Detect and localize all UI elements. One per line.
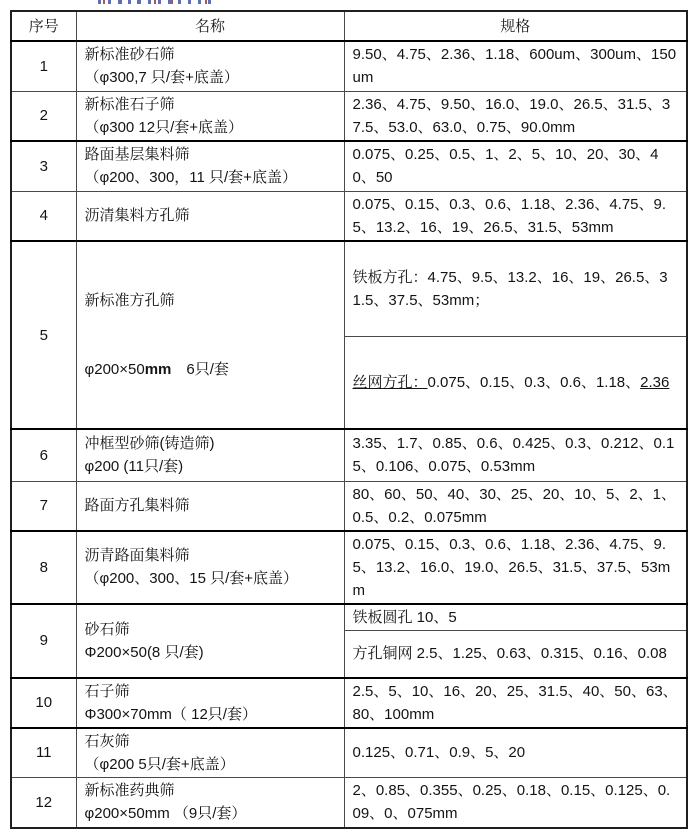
header-col-name: 名称 — [76, 11, 344, 41]
name-line: 新标准石子筛 — [84, 95, 175, 113]
table-row — [11, 481, 687, 531]
spec-cell-iron-square: 铁板方孔：4.75、9.5、13.2、16、19、26.5、31.5、37.5、53mm； — [344, 241, 687, 336]
name-line: （φ300 12只/套+底盖） — [84, 118, 244, 136]
table-row — [11, 429, 687, 481]
name-line: φ200 (11只/套) — [84, 458, 184, 476]
clipped-text-fragment — [98, 0, 216, 4]
spec-cell: 0.125、0.71、0.9、5、20 — [344, 728, 687, 778]
header-col-no: 序号 — [11, 11, 76, 41]
header-col-spec: 规格 — [344, 11, 687, 41]
table-row — [11, 531, 687, 604]
spec-cell-wire-square: 丝网方孔：0.075、0.15、0.3、0.6、1.18、2.36 — [344, 336, 687, 429]
table-row — [11, 678, 687, 728]
spec-cell: 9.50、4.75、2.36、1.18、600um、300um、150um — [344, 41, 687, 91]
name-cell — [76, 531, 344, 604]
name-line: 新标准方孔筛 — [84, 292, 175, 309]
spec-cell-iron-round: 铁板圆孔 10、5 — [344, 604, 687, 631]
name-cell — [76, 429, 344, 481]
name-cell — [76, 481, 344, 531]
name-line: Φ300×70mm（ 12只/套） — [84, 705, 257, 723]
spec-cell: 0.075、0.15、0.3、0.6、1.18、2.36、4.75、9.5、13.2、16.0、19.0、26.5、31.5、37.5、53mm — [344, 531, 687, 604]
name-line: （φ200 5只/套+底盖） — [84, 755, 235, 773]
table-row — [11, 91, 687, 141]
name-cell — [76, 41, 344, 91]
name-line: 路面方孔集料筛 — [84, 497, 190, 514]
name-line: 砂石筛 — [84, 620, 130, 638]
row-number: 5 — [11, 241, 76, 429]
table-row — [11, 604, 687, 631]
row-number: 1 — [11, 41, 76, 91]
name-line: 石灰筛 — [84, 732, 130, 750]
table-row — [11, 778, 687, 828]
name-cell — [76, 91, 344, 141]
spec-cell: 2.36、4.75、9.50、16.0、19.0、26.5、31.5、37.5、53.0、63.0、0.75、90.0mm — [344, 91, 687, 141]
name-cell — [76, 141, 344, 191]
sieve-spec-table — [10, 10, 688, 829]
row-number: 11 — [11, 728, 76, 778]
name-cell — [76, 241, 344, 429]
spec-cell: 0.075、0.25、0.5、1、2、5、10、20、30、40、50 — [344, 141, 687, 191]
name-line: 路面基层集料筛 — [84, 146, 190, 164]
table-row — [11, 141, 687, 191]
row-number: 3 — [11, 141, 76, 191]
table-row — [11, 191, 687, 241]
table-row — [11, 241, 687, 336]
name-line: 新标准砂石筛 — [84, 46, 175, 64]
row-number: 4 — [11, 191, 76, 241]
name-line: （φ200、300、15 只/套+底盖） — [84, 570, 299, 587]
name-line: （φ200、300，11 只/套+底盖） — [84, 169, 297, 187]
name-line: φ200×50mm 6只/套 — [84, 361, 229, 378]
name-line: Φ200×50(8 只/套) — [84, 643, 204, 661]
row-number: 10 — [11, 678, 76, 728]
row-number: 7 — [11, 481, 76, 531]
row-number: 12 — [11, 778, 76, 828]
spec-cell-copper-mesh: 方孔铜网 2.5、1.25、0.63、0.315、0.16、0.08 — [344, 631, 687, 678]
spec-cell: 2.5、5、10、16、20、25、31.5、40、50、63、80、100mm — [344, 678, 687, 728]
spec-cell: 80、60、50、40、30、25、20、10、5、2、1、0.5、0.2、0.075mm — [344, 481, 687, 531]
name-line: 沥清集料方孔筛 — [84, 207, 190, 225]
name-line: 石子筛 — [84, 682, 130, 700]
spec-cell: 3.35、1.7、0.85、0.6、0.425、0.3、0.212、0.15、0.106、0.075、0.53mm — [344, 429, 687, 481]
name-cell — [76, 778, 344, 828]
spec-cell: 0.075、0.15、0.3、0.6、1.18、2.36、4.75、9.5、13.2、16、19、26.5、31.5、53mm — [344, 191, 687, 241]
name-cell — [76, 678, 344, 728]
name-line: 沥青路面集料筛 — [84, 547, 190, 564]
table-row — [11, 728, 687, 778]
row-number: 2 — [11, 91, 76, 141]
row-number: 8 — [11, 531, 76, 604]
spec-cell: 2、0.85、0.355、0.25、0.18、0.15、0.125、0.09、0、075mm — [344, 778, 687, 828]
name-line: （φ300,7 只/套+底盖） — [84, 69, 239, 87]
table-row — [11, 41, 687, 91]
row-number: 9 — [11, 604, 76, 678]
name-cell — [76, 604, 344, 678]
name-line: 新标准药典筛 — [84, 782, 175, 800]
name-cell — [76, 191, 344, 241]
name-cell — [76, 728, 344, 778]
name-line: 冲框型砂筛(铸造筛) — [84, 435, 215, 453]
name-line: φ200×50mm （9只/套） — [84, 805, 247, 823]
row-number: 6 — [11, 429, 76, 481]
